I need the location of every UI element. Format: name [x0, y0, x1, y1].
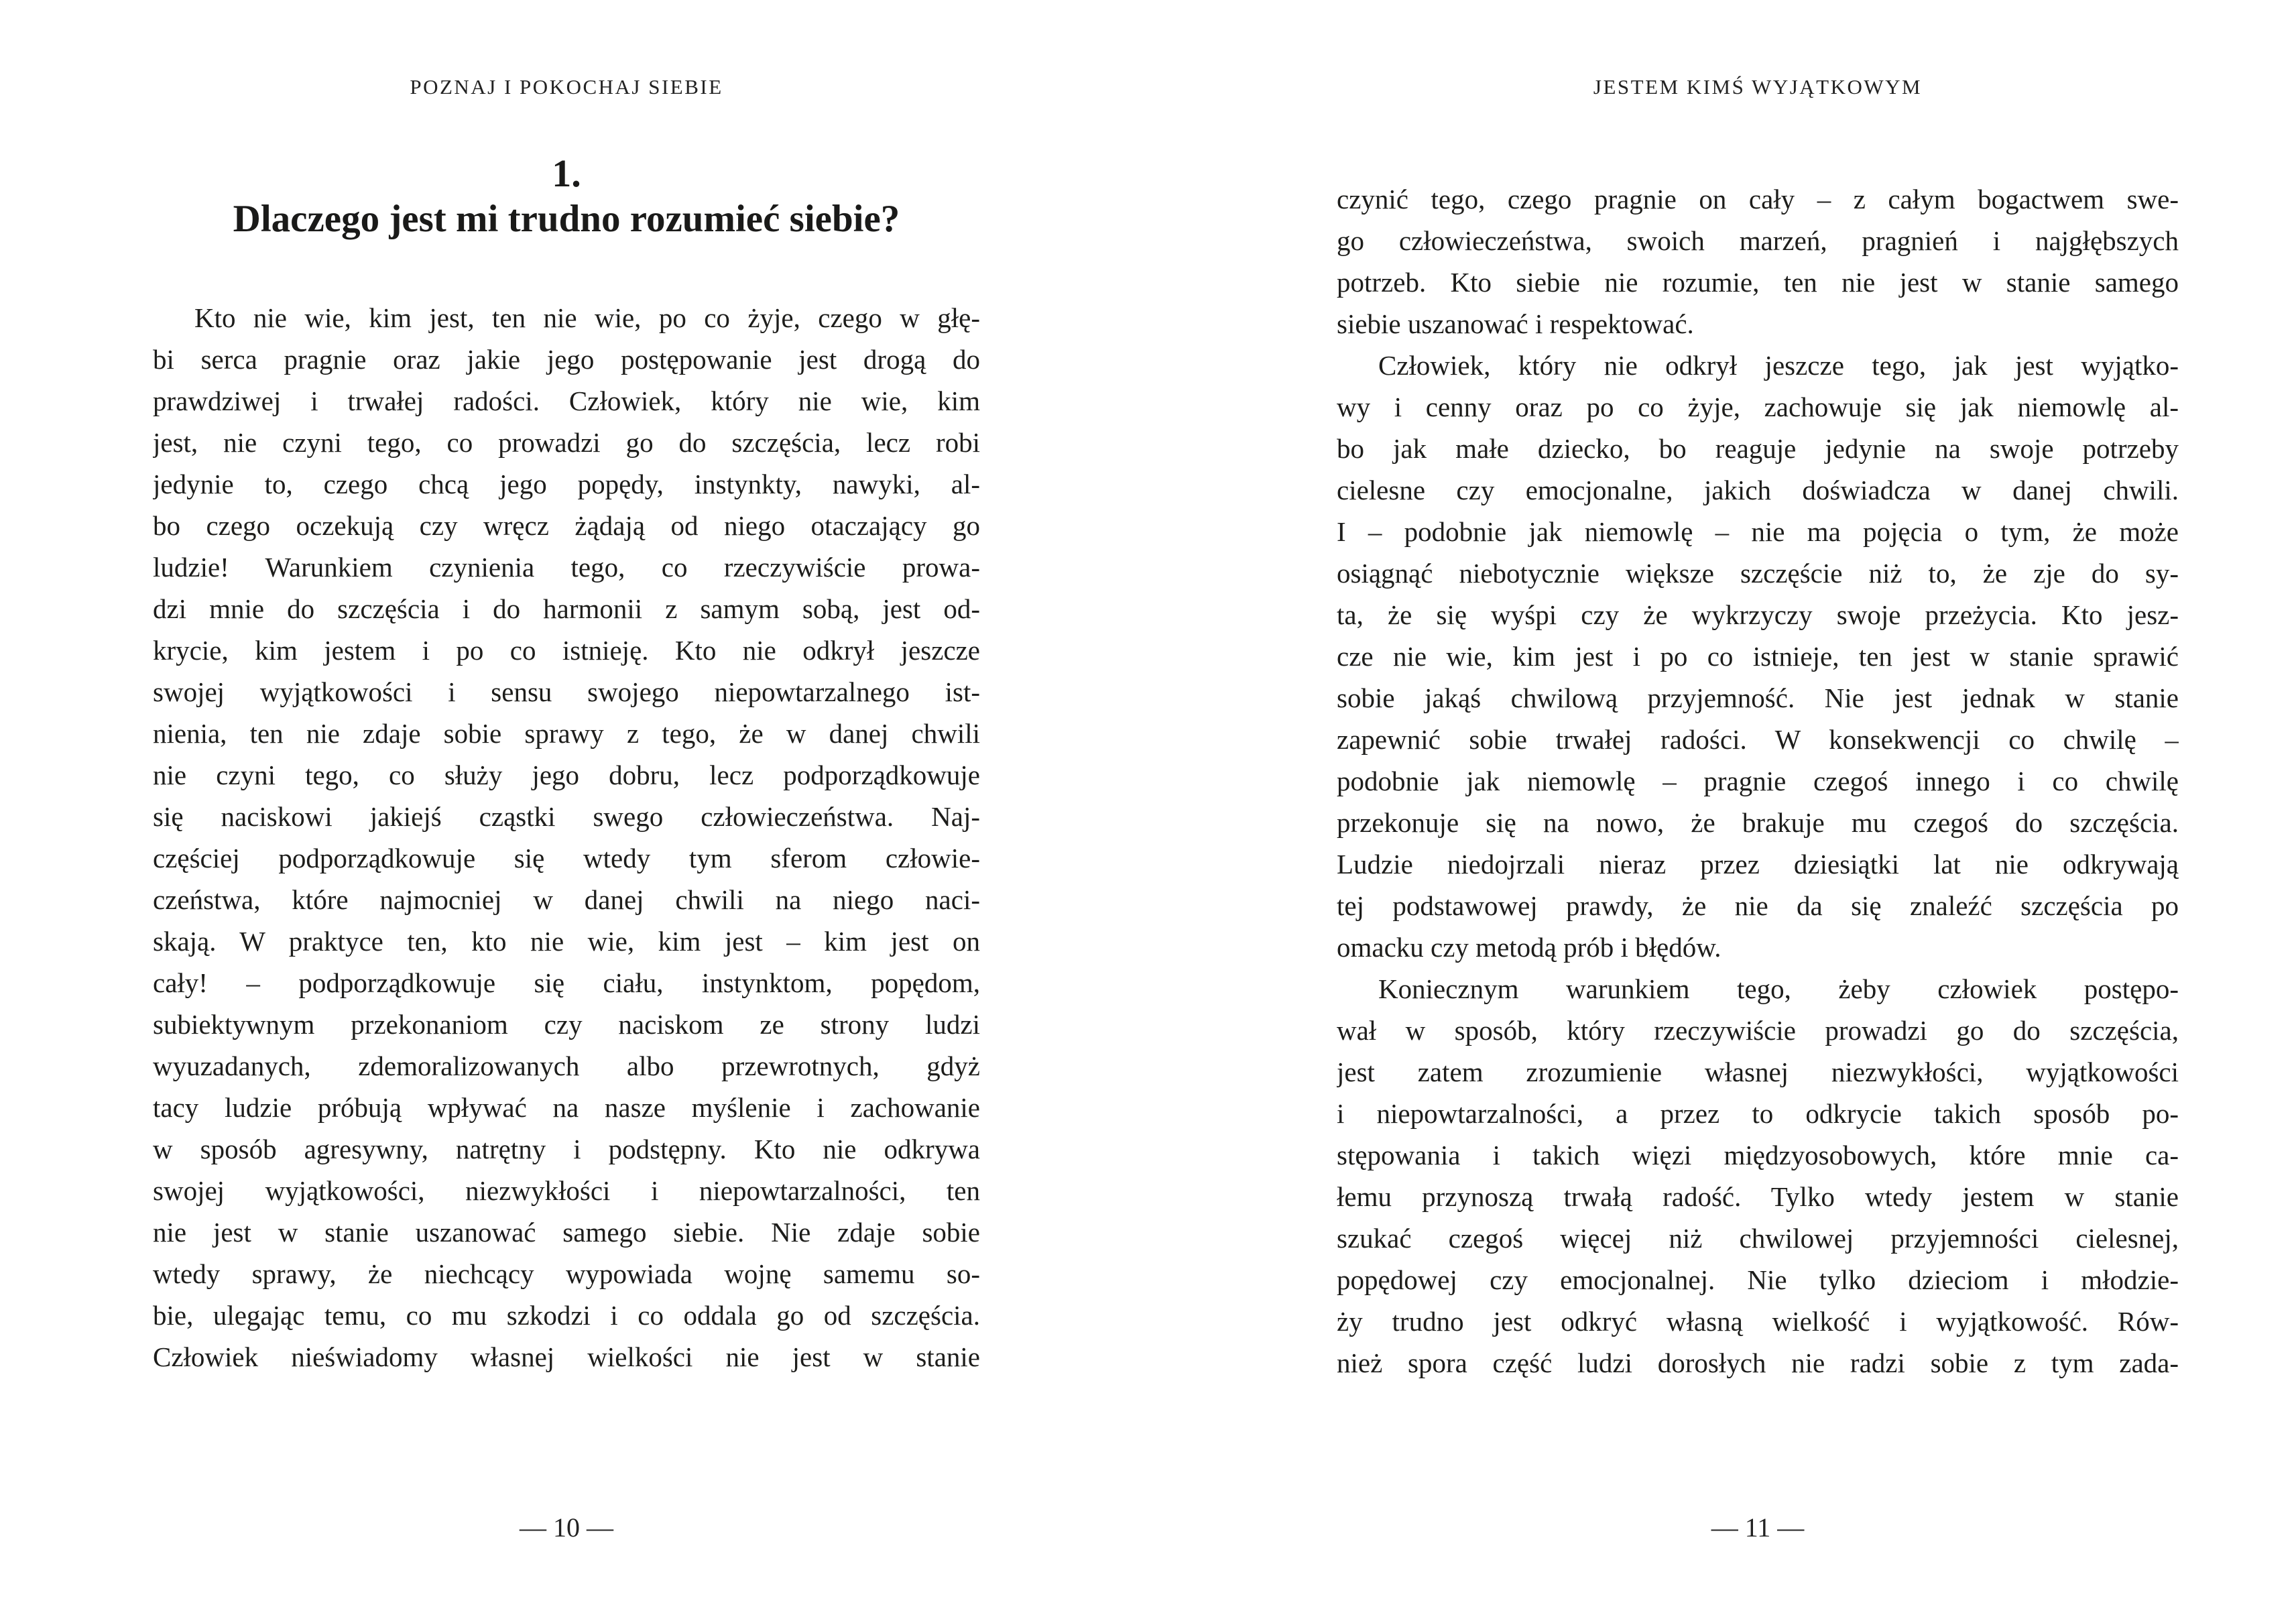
right-page-number: — 11 — [1711, 1512, 1805, 1543]
right-running-header: JESTEM KIMŚ WYJĄTKOWYM [1593, 75, 1923, 99]
left-running-header: POZNAJ I POKOCHAJ SIEBIE [410, 75, 723, 99]
left-page-number: — 10 — [520, 1512, 613, 1543]
body-line: jedynie to, czego chcą jego popędy, instynkty, nawyki, al- [153, 469, 980, 499]
body-line: podobnie jak niemowlę – pragnie czegoś innego i co chwilę [1337, 766, 2179, 796]
body-line: swojej wyjątkowości, niezwykłości i niepowtarzalności, ten [153, 1175, 980, 1206]
body-line: ludzie! Warunkiem czynienia tego, co rzeczywiście prowa- [153, 552, 980, 583]
body-line: wy i cenny oraz po co żyje, zachowuje się jak niemowlę al- [1337, 392, 2179, 422]
body-line: ta, że się wyśpi czy że wykrzyczy swoje przeżycia. Kto jesz- [1337, 599, 2179, 630]
body-line: skają. W praktyce ten, kto nie wie, kim jest – kim jest on [153, 926, 980, 957]
body-line: omacku czy metodą prób i błędów. [1337, 932, 1721, 963]
body-line: bie, ulegając temu, co mu szkodzi i co oddala go od szczęścia. [153, 1300, 980, 1331]
body-line: cielesne czy emocjonalne, jakich doświadcza w danej chwili. [1337, 475, 2179, 505]
body-line: popędowej czy emocjonalnej. Nie tylko dzieciom i młodzie- [1337, 1264, 2179, 1295]
body-line: stępowania i takich więzi międzyosobowych, które mnie ca- [1337, 1140, 2179, 1170]
body-line: tej podstawowej prawdy, że nie da się znaleźć szczęścia po [1337, 890, 2179, 921]
body-line: Kto nie wie, kim jest, ten nie wie, po co żyje, czego w głę- [194, 302, 980, 333]
body-line: bo czego oczekują czy wręcz żądają od niego otaczający go [153, 510, 980, 541]
body-line: nież spora część ludzi dorosłych nie radzi sobie z tym zada- [1337, 1347, 2179, 1378]
chapter-heading [153, 152, 980, 243]
left-page-body-text [153, 297, 980, 1378]
body-line: subiektywnym przekonaniom czy naciskom ze strony ludzi [153, 1009, 980, 1040]
body-line: czynić tego, czego pragnie on cały – z całym bogactwem swe- [1337, 184, 2179, 215]
body-line: częściej podporządkowuje się wtedy tym sferom człowie- [153, 843, 980, 874]
body-line: ży trudno jest odkryć własną wielkość i wyjątkowość. Rów- [1337, 1306, 2179, 1337]
body-line: osiągnąć niebotycznie większe szczęście niż to, że zje do sy- [1337, 558, 2179, 589]
chapter-number: 1. [552, 152, 581, 195]
body-line: wtedy sprawy, że niechcący wypowiada wojnę samemu so- [153, 1258, 980, 1289]
body-line: sobie jakąś chwilową przyjemność. Nie jest jednak w stanie [1337, 682, 2179, 713]
body-line: potrzeb. Kto siebie nie rozumie, ten nie jest w stanie samego [1337, 267, 2179, 298]
body-line: szukać czegoś więcej niż chwilowej przyjemności cielesnej, [1337, 1223, 2179, 1254]
body-line: Człowiek, który nie odkrył jeszcze tego, jak jest wyjątko- [1378, 350, 2179, 381]
body-line: krycie, kim jestem i po co istnieję. Kto nie odkrył jeszcze [153, 635, 980, 666]
body-line: siebie uszanować i respektować. [1337, 308, 1694, 339]
body-line: łemu przynoszą trwałą radość. Tylko wtedy jestem w stanie [1337, 1181, 2179, 1212]
body-line: tacy ludzie próbują wpływać na nasze myślenie i zachowanie [153, 1092, 980, 1123]
body-line: dzi mnie do szczęścia i do harmonii z samym sobą, jest od- [153, 593, 980, 624]
right-page [1337, 0, 2179, 1623]
body-line: Człowiek nieświadomy własnej wielkości nie jest w stanie [153, 1341, 980, 1372]
body-line: nie jest w stanie uszanować samego siebie. Nie zdaje sobie [153, 1217, 980, 1248]
body-line: nienia, ten nie zdaje sobie sprawy z tego, że w danej chwili [153, 718, 980, 749]
chapter-title: Dlaczego jest mi trudno rozumieć siebie? [233, 198, 900, 240]
left-page [153, 0, 980, 1623]
body-line: i niepowtarzalności, a przez to odkrycie takich sposób po- [1337, 1098, 2179, 1129]
body-line: prawdziwej i trwałej radości. Człowiek, który nie wie, kim [153, 385, 980, 416]
body-line: przekonuje się na nowo, że brakuje mu czegoś do szczęścia. [1337, 807, 2179, 838]
body-line: swojej wyjątkowości i sensu swojego niepowtarzalnego ist- [153, 676, 980, 707]
body-line: bo jak małe dziecko, bo reaguje jedynie na swoje potrzeby [1337, 433, 2179, 464]
body-line: wał w sposób, który rzeczywiście prowadzi go do szczęścia, [1337, 1015, 2179, 1046]
body-line: cze nie wie, kim jest i po co istnieje, ten jest w stanie sprawić [1337, 641, 2179, 672]
body-line: Koniecznym warunkiem tego, żeby człowiek postępo- [1378, 973, 2179, 1004]
body-line: jest zatem zrozumienie własnej niezwykłości, wyjątkowości [1337, 1057, 2179, 1087]
body-line: zapewnić sobie trwałej radości. W konsekwencji co chwilę – [1337, 724, 2179, 755]
right-page-body-text [1337, 178, 2179, 1384]
body-line: się naciskowi jakiejś cząstki swego człowieczeństwa. Naj- [153, 801, 980, 832]
body-line: nie czyni tego, co służy jego dobru, lecz podporządkowuje [153, 760, 980, 790]
body-line: go człowieczeństwa, swoich marzeń, pragnień i najgłębszych [1337, 225, 2179, 256]
body-line: czeństwa, które najmocniej w danej chwili na niego naci- [153, 884, 980, 915]
body-line: I – podobnie jak niemowlę – nie ma pojęcia o tym, że może [1337, 516, 2179, 547]
body-line: wyuzadanych, zdemoralizowanych albo przewrotnych, gdyż [153, 1050, 980, 1081]
body-line: jest, nie czyni tego, co prowadzi go do szczęścia, lecz robi [153, 427, 980, 458]
body-line: cały! – podporządkowuje się ciału, instynktom, popędom, [153, 967, 980, 998]
body-line: Ludzie niedojrzali nieraz przez dziesiątki lat nie odkrywają [1337, 849, 2179, 880]
body-line: w sposób agresywny, natrętny i podstępny. Kto nie odkrywa [153, 1134, 980, 1164]
body-line: bi serca pragnie oraz jakie jego postępowanie jest drogą do [153, 344, 980, 375]
